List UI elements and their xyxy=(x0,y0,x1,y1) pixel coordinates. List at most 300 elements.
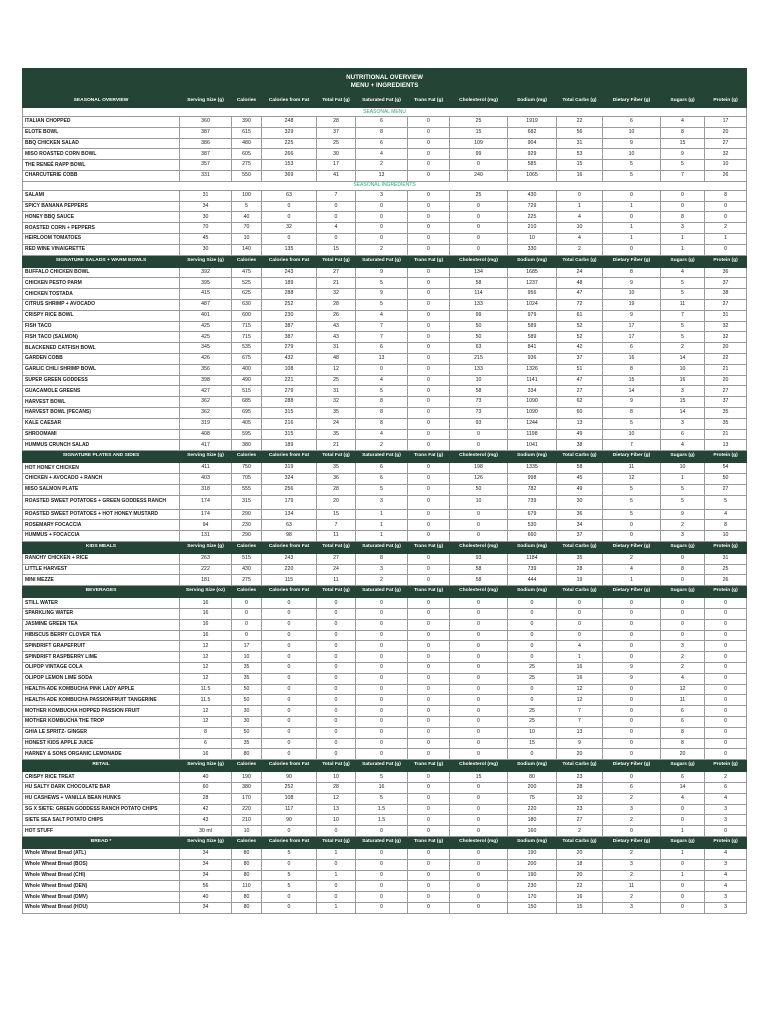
nutrient-value: 0 xyxy=(408,353,450,364)
nutrient-value: 8 xyxy=(603,364,661,375)
nutrient-value: 17 xyxy=(603,332,661,343)
nutrient-value: 6 xyxy=(705,783,747,794)
nutrient-value: 160 xyxy=(508,826,557,837)
nutrient-value: 535 xyxy=(232,343,262,354)
nutrient-value: 28 xyxy=(317,299,356,310)
nutrient-value: 0 xyxy=(450,783,508,794)
nutrient-value: 0 xyxy=(603,531,661,542)
nutrient-value: 38 xyxy=(557,440,603,451)
nutrient-value: 0 xyxy=(450,870,508,881)
nutrient-value: 0 xyxy=(450,684,508,695)
nutrient-value: 0 xyxy=(408,630,450,641)
nutrient-value: 0 xyxy=(356,717,408,728)
item-name: GUACAMOLE GREENS xyxy=(23,386,180,397)
item-name: GHIA LE SPRITZ- GINGER xyxy=(23,727,180,738)
nutrient-value: 12 xyxy=(317,364,356,375)
nutrient-value: 0 xyxy=(356,738,408,749)
nutrient-value: 181 xyxy=(180,575,232,586)
item-name: Whole Wheat Bread (CHI) xyxy=(23,870,180,881)
nutrient-value: 34 xyxy=(180,870,232,881)
table-row xyxy=(23,321,747,332)
nutrient-value: 6 xyxy=(661,706,705,717)
nutrient-value: 31 xyxy=(557,138,603,149)
nutrient-value: 0 xyxy=(317,201,356,212)
nutrient-value: 0 xyxy=(450,630,508,641)
table-row xyxy=(23,233,747,244)
nutrient-value: 24 xyxy=(317,418,356,429)
nutrient-value: 0 xyxy=(408,190,450,201)
nutrient-value: 400 xyxy=(232,364,262,375)
nutrient-value: 0 xyxy=(557,190,603,201)
nutrient-value: 4 xyxy=(356,310,408,321)
nutrient-value: 11.5 xyxy=(180,684,232,695)
nutrient-value: 140 xyxy=(232,244,262,255)
nutrient-value: 2 xyxy=(705,223,747,234)
nutrient-value: 0 xyxy=(356,881,408,892)
section-header-row xyxy=(23,451,747,463)
nutrient-value: 42 xyxy=(180,804,232,815)
nutrient-value: 4 xyxy=(356,149,408,160)
nutrient-value: 426 xyxy=(180,353,232,364)
nutrient-value: 7 xyxy=(661,170,705,181)
nutrient-value: 2 xyxy=(356,244,408,255)
table-row xyxy=(23,495,747,509)
nutrient-value: 0 xyxy=(408,673,450,684)
item-name: CHICKEN PESTO PARM xyxy=(23,278,180,289)
table-row xyxy=(23,509,747,520)
nutrient-value: 3 xyxy=(661,531,705,542)
nutrient-value: 11 xyxy=(661,299,705,310)
nutrient-value: 0 xyxy=(262,609,317,620)
nutrient-value: 475 xyxy=(232,267,262,278)
nutrient-value: 58 xyxy=(557,463,603,474)
table-row xyxy=(23,386,747,397)
nutrient-value: 318 xyxy=(180,484,232,495)
nutrient-value: 12 xyxy=(557,695,603,706)
table-row xyxy=(23,299,747,310)
nutrient-value: 0 xyxy=(508,695,557,706)
nutrient-value: 31 xyxy=(317,386,356,397)
nutrient-value: 315 xyxy=(262,429,317,440)
nutrient-value: 35 xyxy=(232,738,262,749)
nutrient-value: 198 xyxy=(450,463,508,474)
nutrient-value: 5 xyxy=(603,170,661,181)
nutrient-value: 0 xyxy=(603,520,661,531)
column-header: Total Carbs (g) xyxy=(557,586,603,598)
nutrient-value: 275 xyxy=(232,160,262,171)
table-row xyxy=(23,772,747,783)
nutrient-value: 70 xyxy=(232,223,262,234)
nutrient-value: 0 xyxy=(356,826,408,837)
nutrient-value: 80 xyxy=(232,849,262,860)
nutrient-value: 30 ml xyxy=(180,826,232,837)
nutrient-value: 30 xyxy=(557,495,603,509)
nutrient-value: 80 xyxy=(232,859,262,870)
nutrient-value: 3 xyxy=(705,804,747,815)
nutrient-value: 3 xyxy=(661,386,705,397)
nutrient-value: 40 xyxy=(232,212,262,223)
subsection-row xyxy=(23,108,747,117)
item-name: ROSEMARY FOCACCIA xyxy=(23,520,180,531)
nutrient-value: 50 xyxy=(705,473,747,484)
nutrient-value: 3 xyxy=(661,223,705,234)
nutrient-value: 0 xyxy=(508,609,557,620)
nutrient-value: 0 xyxy=(508,630,557,641)
nutrient-value: 2 xyxy=(356,575,408,586)
nutrient-value: 0 xyxy=(408,738,450,749)
table-row xyxy=(23,267,747,278)
section-title: SIGNATURE SALADS + WARM BOWLS xyxy=(23,255,180,267)
nutrient-value: 19 xyxy=(557,575,603,586)
item-name: SPARKLING WATER xyxy=(23,609,180,620)
nutrient-value: 0 xyxy=(705,749,747,760)
item-name: BUFFALO CHICKEN BOWL xyxy=(23,267,180,278)
nutrient-value: 0 xyxy=(408,695,450,706)
nutrient-value: 1 xyxy=(317,903,356,914)
nutrient-value: 675 xyxy=(232,353,262,364)
nutrient-value: 8 xyxy=(180,727,232,738)
nutrient-value: 0 xyxy=(557,609,603,620)
nutrient-value: 32 xyxy=(317,289,356,300)
nutrient-value: 0 xyxy=(317,652,356,663)
nutrient-value: 0 xyxy=(450,663,508,674)
nutrient-value: 0 xyxy=(705,738,747,749)
nutrient-value: 20 xyxy=(557,749,603,760)
nutrient-value: 0 xyxy=(705,663,747,674)
nutrient-value: 0 xyxy=(408,386,450,397)
nutrient-value: 3 xyxy=(356,495,408,509)
column-header: Dietary Fiber (g) xyxy=(603,96,661,108)
nutrient-value: 0 xyxy=(408,575,450,586)
nutrient-value: 10 xyxy=(232,826,262,837)
nutrient-value: 0 xyxy=(408,440,450,451)
nutrient-value: 10 xyxy=(508,233,557,244)
nutrient-value: 114 xyxy=(450,289,508,300)
nutrient-value: 0 xyxy=(408,407,450,418)
item-name: ROASTED SWEET POTATOES + GREEN GODDESS RANCH xyxy=(23,495,180,509)
nutrient-value: 58 xyxy=(450,278,508,289)
column-header: Total Carbs (g) xyxy=(557,255,603,267)
column-header: Saturated Fat (g) xyxy=(356,96,408,108)
nutrient-value: 0 xyxy=(408,663,450,674)
column-header: Serving Size (g) xyxy=(180,451,232,463)
nutrient-value: 8 xyxy=(661,738,705,749)
nutrient-value: 390 xyxy=(232,117,262,128)
subsection-title: SEASONAL INGREDIENTS xyxy=(23,181,747,190)
nutrient-value: 319 xyxy=(262,463,317,474)
nutrient-value: 0 xyxy=(450,201,508,212)
nutrient-value: 34 xyxy=(180,201,232,212)
nutrient-value: 32 xyxy=(262,223,317,234)
nutrient-value: 1 xyxy=(661,826,705,837)
nutrient-value: 22 xyxy=(557,117,603,128)
column-header: Dietary Fiber (g) xyxy=(603,451,661,463)
nutrient-value: 685 xyxy=(232,397,262,408)
nutrient-value: 170 xyxy=(508,892,557,903)
nutrient-value: 5 xyxy=(705,495,747,509)
section-header-row xyxy=(23,96,747,108)
nutrient-value: 0 xyxy=(603,826,661,837)
table-row xyxy=(23,353,747,364)
nutrient-value: 56 xyxy=(557,127,603,138)
nutrient-value: 5 xyxy=(356,299,408,310)
nutrient-value: 49 xyxy=(557,484,603,495)
item-name: CHICKEN + AVOCADO + RANCH xyxy=(23,473,180,484)
nutrient-value: 3 xyxy=(705,815,747,826)
nutrient-value: 27 xyxy=(317,267,356,278)
nutrient-value: 0 xyxy=(661,619,705,630)
nutrient-value: 0 xyxy=(408,429,450,440)
section-title: RETAIL xyxy=(23,760,180,772)
nutrient-value: 387 xyxy=(180,149,232,160)
nutrient-value: 0 xyxy=(356,364,408,375)
nutrient-value: 50 xyxy=(232,727,262,738)
nutrient-value: 28 xyxy=(180,793,232,804)
item-name: MOTHER KOMBUCHA HOPPED PASSION FRUIT xyxy=(23,706,180,717)
nutrient-value: 52 xyxy=(557,321,603,332)
nutrient-value: 25 xyxy=(508,717,557,728)
nutrient-value: 28 xyxy=(317,484,356,495)
nutrient-value: 0 xyxy=(450,440,508,451)
nutrient-value: 11.5 xyxy=(180,695,232,706)
nutrient-value: 11 xyxy=(661,695,705,706)
nutrient-value: 8 xyxy=(661,212,705,223)
item-name: HARVEST BOWL xyxy=(23,397,180,408)
nutrient-value: 37 xyxy=(557,531,603,542)
column-header: Saturated Fat (g) xyxy=(356,760,408,772)
nutrient-value: 0 xyxy=(408,804,450,815)
nutrient-value: 13 xyxy=(356,170,408,181)
nutrient-value: 2 xyxy=(661,343,705,354)
column-header: Serving Size (g) xyxy=(180,541,232,553)
nutrient-value: 0 xyxy=(557,630,603,641)
nutrient-value: 0 xyxy=(408,783,450,794)
nutrient-value: 50 xyxy=(450,321,508,332)
column-header: Sodium (mg) xyxy=(508,96,557,108)
nutrient-value: 43 xyxy=(317,332,356,343)
nutrient-value: 425 xyxy=(180,321,232,332)
nutrient-value: 0 xyxy=(705,684,747,695)
nutrient-value: 0 xyxy=(232,609,262,620)
nutrient-value: 0 xyxy=(408,870,450,881)
title-line-2: MENU + INGREDIENTS xyxy=(350,82,419,89)
item-name: GARDEN COBB xyxy=(23,353,180,364)
item-name: GARLIC CHILI SHRIMP BOWL xyxy=(23,364,180,375)
table-row xyxy=(23,149,747,160)
nutrient-value: 18 xyxy=(557,859,603,870)
nutrient-value: 841 xyxy=(508,343,557,354)
nutrient-value: 585 xyxy=(508,160,557,171)
nutrient-value: 45 xyxy=(557,473,603,484)
nutrient-value: 4 xyxy=(705,509,747,520)
nutrient-value: 12 xyxy=(180,717,232,728)
table-row xyxy=(23,160,747,171)
table-row xyxy=(23,117,747,128)
nutrient-value: 405 xyxy=(232,418,262,429)
nutrient-value: 11 xyxy=(603,463,661,474)
nutrient-value: 0 xyxy=(356,892,408,903)
table-row xyxy=(23,706,747,717)
nutrient-value: 7 xyxy=(557,717,603,728)
page-title xyxy=(23,69,747,96)
nutrient-value: 480 xyxy=(232,138,262,149)
nutrient-value: 12 xyxy=(661,684,705,695)
item-name: HEIRLOOM TOMATOES xyxy=(23,233,180,244)
nutrient-value: 0 xyxy=(408,267,450,278)
column-header: Sugars (g) xyxy=(661,255,705,267)
nutrient-value: 0 xyxy=(450,881,508,892)
nutrient-value: 0 xyxy=(705,695,747,706)
nutrient-value: 9 xyxy=(603,310,661,321)
nutrient-value: 16 xyxy=(180,630,232,641)
column-header: Trans Fat (g) xyxy=(408,541,450,553)
nutrient-value: 109 xyxy=(450,138,508,149)
nutrient-value: 739 xyxy=(508,564,557,575)
table-row xyxy=(23,223,747,234)
item-name: HOT STUFF xyxy=(23,826,180,837)
nutrient-value: 0 xyxy=(603,619,661,630)
nutrient-value: 117 xyxy=(262,804,317,815)
table-row xyxy=(23,375,747,386)
nutrient-value: 35 xyxy=(317,429,356,440)
section-title: BREAD * xyxy=(23,837,180,849)
nutrient-value: 0 xyxy=(705,619,747,630)
nutrition-sheet xyxy=(22,68,746,914)
item-name: HUMMUS CRUNCH SALAD xyxy=(23,440,180,451)
nutrient-value: 0 xyxy=(450,738,508,749)
nutrient-value: 16 xyxy=(557,170,603,181)
nutrient-value: 5 xyxy=(356,793,408,804)
nutrient-value: 6 xyxy=(603,783,661,794)
nutrient-value: 0 xyxy=(408,149,450,160)
nutrient-value: 243 xyxy=(262,553,317,564)
nutrient-value: 1335 xyxy=(508,463,557,474)
nutrient-value: 6 xyxy=(180,738,232,749)
nutrient-value: 3 xyxy=(705,859,747,870)
nutrient-value: 0 xyxy=(450,749,508,760)
nutrient-value: 0 xyxy=(262,630,317,641)
nutrient-value: 0 xyxy=(262,663,317,674)
nutrient-value: 28 xyxy=(317,783,356,794)
nutrient-value: 225 xyxy=(508,212,557,223)
nutrient-value: 0 xyxy=(603,706,661,717)
nutrient-value: 0 xyxy=(232,598,262,609)
nutrient-value: 0 xyxy=(262,212,317,223)
table-row xyxy=(23,429,747,440)
nutrient-value: 0 xyxy=(408,495,450,509)
nutrient-value: 5 xyxy=(661,278,705,289)
nutrient-value: 189 xyxy=(262,440,317,451)
item-name: SPINDRIFT GRAPEFRUIT xyxy=(23,641,180,652)
nutrient-value: 0 xyxy=(408,609,450,620)
table-row xyxy=(23,903,747,914)
nutrient-value: 11 xyxy=(317,575,356,586)
nutrient-value: 0 xyxy=(408,684,450,695)
nutrient-value: 0 xyxy=(356,223,408,234)
item-name: SIETE SEA SALT POTATO CHIPS xyxy=(23,815,180,826)
nutrient-value: 80 xyxy=(508,772,557,783)
nutrient-value: 288 xyxy=(262,289,317,300)
nutrient-value: 14 xyxy=(661,353,705,364)
nutrient-value: 0 xyxy=(450,706,508,717)
nutrient-value: 0 xyxy=(603,684,661,695)
nutrient-value: 615 xyxy=(232,127,262,138)
nutrient-value: 0 xyxy=(705,212,747,223)
nutrient-value: 362 xyxy=(180,397,232,408)
nutrient-value: 6 xyxy=(356,463,408,474)
nutrient-value: 330 xyxy=(508,244,557,255)
nutrient-value: 0 xyxy=(408,484,450,495)
nutrient-value: 0 xyxy=(408,127,450,138)
nutrient-value: 9 xyxy=(661,509,705,520)
nutrient-value: 7 xyxy=(661,310,705,321)
nutrient-value: 5 xyxy=(603,495,661,509)
column-header: Serving Size (g) xyxy=(180,96,232,108)
table-row xyxy=(23,440,747,451)
nutrient-value: 1244 xyxy=(508,418,557,429)
nutrient-value: 13 xyxy=(317,804,356,815)
nutrient-value: 62 xyxy=(557,397,603,408)
section-title: BEVERAGES xyxy=(23,586,180,598)
nutrient-value: 210 xyxy=(508,223,557,234)
nutrient-value: 0 xyxy=(603,630,661,641)
nutrient-value: 0 xyxy=(232,619,262,630)
table-row xyxy=(23,138,747,149)
column-header: Cholesterol (mg) xyxy=(450,451,508,463)
nutrient-value: 288 xyxy=(262,397,317,408)
nutrient-value: 0 xyxy=(705,826,747,837)
nutrient-value: 8 xyxy=(356,397,408,408)
nutrient-value: 2 xyxy=(661,520,705,531)
nutrient-value: 2 xyxy=(705,772,747,783)
nutrient-value: 16 xyxy=(557,892,603,903)
item-name: HIBISCUS BERRY CLOVER TEA xyxy=(23,630,180,641)
nutrient-value: 0 xyxy=(450,695,508,706)
nutrient-value: 27 xyxy=(705,386,747,397)
nutrient-value: 589 xyxy=(508,321,557,332)
nutrient-value: 240 xyxy=(450,170,508,181)
nutrient-value: 729 xyxy=(508,201,557,212)
nutrient-value: 290 xyxy=(232,531,262,542)
nutrient-value: 9 xyxy=(603,138,661,149)
column-header: Serving Size (oz) xyxy=(180,586,232,598)
column-header: Sugars (g) xyxy=(661,541,705,553)
table-row xyxy=(23,717,747,728)
column-header: Protein (g) xyxy=(705,255,747,267)
nutrient-value: 9 xyxy=(603,278,661,289)
nutrient-value: 75 xyxy=(508,793,557,804)
nutrient-value: 47 xyxy=(557,289,603,300)
nutrient-value: 2 xyxy=(356,440,408,451)
nutrient-value: 0 xyxy=(661,815,705,826)
item-name: BLACKENED CATFISH BOWL xyxy=(23,343,180,354)
table-row xyxy=(23,190,747,201)
nutrient-value: 0 xyxy=(603,738,661,749)
item-name: CITRUS SHRIMP + AVOCADO xyxy=(23,299,180,310)
nutrient-value: 0 xyxy=(317,673,356,684)
nutrient-value: 0 xyxy=(408,598,450,609)
nutrient-value: 0 xyxy=(356,749,408,760)
nutrient-value: 134 xyxy=(450,267,508,278)
nutrient-value: 356 xyxy=(180,364,232,375)
nutrient-value: 34 xyxy=(180,903,232,914)
nutrient-value: 14 xyxy=(661,783,705,794)
nutrient-value: 0 xyxy=(661,881,705,892)
nutrient-value: 0 xyxy=(450,849,508,860)
nutrient-value: 230 xyxy=(262,310,317,321)
item-name: ROASTED CORN + PEPPERS xyxy=(23,223,180,234)
nutrient-value: 487 xyxy=(180,299,232,310)
